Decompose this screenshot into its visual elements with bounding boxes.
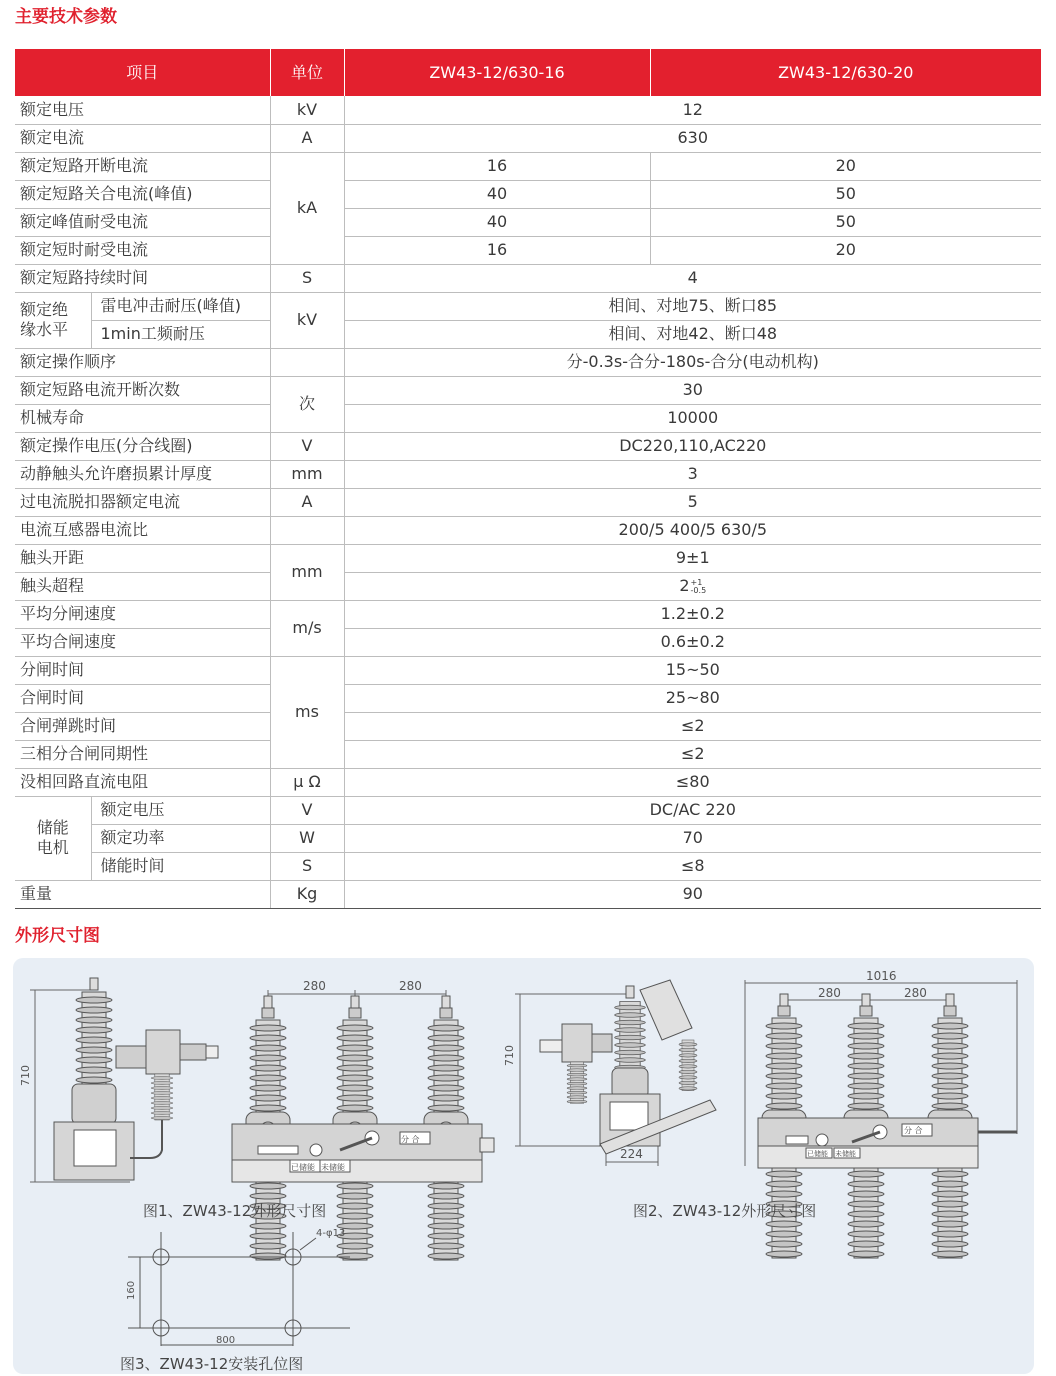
fig1-label-switch: 分 合 (401, 1135, 420, 1144)
fig2-label-switch: 分 合 (904, 1126, 923, 1135)
param-unit: V (270, 796, 344, 824)
param-unit: A (270, 124, 344, 152)
param-unit: μ Ω (270, 768, 344, 796)
group-label-line1: 额定绝 (20, 300, 69, 319)
fig3-dim-horizontal: 800 (216, 1335, 236, 1346)
param-unit: mm (270, 544, 344, 600)
param-value: 分-0.3s-合分-180s-合分(电动机构) (344, 348, 1041, 376)
param-value: ≤2 (344, 712, 1041, 740)
section-title-specs: 主要技术参数 (15, 7, 117, 27)
param-unit: V (270, 432, 344, 460)
param-name: 雷电冲击耐压(峰值) (91, 292, 270, 320)
fig1-label-charged: 已储能 (291, 1163, 315, 1172)
param-value-20: 50 (650, 180, 1041, 208)
param-unit: W (270, 824, 344, 852)
param-unit: ms (270, 656, 344, 768)
param-value: 90 (344, 880, 1041, 908)
param-value-20: 20 (650, 152, 1041, 180)
param-unit: m/s (270, 600, 344, 656)
param-name: 额定短路开断电流 (15, 152, 270, 180)
param-value: 70 (344, 824, 1041, 852)
param-unit: Kg (270, 880, 344, 908)
param-name: 额定短路电流开断次数 (15, 376, 270, 404)
param-value: DC220,110,AC220 (344, 432, 1041, 460)
param-value-16: 16 (344, 152, 650, 180)
param-name: 额定峰值耐受电流 (15, 208, 270, 236)
param-name: 触头超程 (15, 572, 270, 600)
group-label-line2: 电机 (36, 838, 69, 857)
fig2-label-charged: 已储能 (807, 1150, 828, 1158)
param-value: 0.6±0.2 (344, 628, 1041, 656)
fig2-dim-spacing-1: 280 (818, 986, 841, 1000)
param-name: 机械寿命 (15, 404, 270, 432)
fig2-dim-total: 1016 (866, 969, 897, 983)
param-name: 过电流脱扣器额定电流 (15, 488, 270, 516)
header-model-20: ZW43-12/630-20 (650, 49, 1041, 96)
param-value: 4 (344, 264, 1041, 292)
param-unit: kV (270, 96, 344, 124)
param-value: 630 (344, 124, 1041, 152)
param-unit: S (270, 852, 344, 880)
param-value: ≤2 (344, 740, 1041, 768)
param-name: 1min工频耐压 (91, 320, 270, 348)
param-value: 30 (344, 376, 1041, 404)
header-item: 项目 (15, 49, 270, 96)
param-name: 电流互感器电流比 (15, 516, 270, 544)
param-unit: mm (270, 460, 344, 488)
param-name: 额定电压 (91, 796, 270, 824)
param-value: 相间、对地42、断口48 (344, 320, 1041, 348)
param-name: 额定操作电压(分合线圈) (15, 432, 270, 460)
fig3-hole-spec: 4-φ13 (316, 1228, 346, 1239)
param-value: 5 (344, 488, 1041, 516)
group-label-line2: 缘水平 (20, 320, 69, 339)
param-value-16: 40 (344, 180, 650, 208)
param-value-20: 50 (650, 208, 1041, 236)
fig2-side-view (515, 980, 716, 1166)
fig2-caption: 图2、ZW43-12外形尺寸图 (633, 1202, 817, 1220)
param-unit: kA (270, 152, 344, 264)
fig3-dim-vertical: 160 (126, 1280, 137, 1300)
param-value: ≤80 (344, 768, 1041, 796)
param-name: 额定短时耐受电流 (15, 236, 270, 264)
param-value: 2 (679, 576, 690, 595)
fig1-caption: 图1、ZW43-12外形尺寸图 (143, 1202, 327, 1220)
param-value: 相间、对地75、断口85 (344, 292, 1041, 320)
fig1-dim-spacing-1: 280 (303, 979, 326, 993)
param-value: ≤8 (344, 852, 1041, 880)
param-name: 三相分合闸同期性 (15, 740, 270, 768)
param-name: 动静触头允许磨损累计厚度 (15, 460, 270, 488)
param-name: 没相回路直流电阻 (15, 768, 270, 796)
fig3-caption: 图3、ZW43-12安装孔位图 (120, 1355, 304, 1373)
param-value: 3 (344, 460, 1041, 488)
section-title-dimensions: 外形尺寸图 (15, 926, 100, 946)
fig1-side-view (30, 978, 218, 1182)
param-unit: S (270, 264, 344, 292)
fig2-dim-height: 710 (503, 1045, 516, 1066)
param-value: 9±1 (344, 544, 1041, 572)
fig1-dim-height: 710 (19, 1065, 32, 1086)
header-model-16: ZW43-12/630-16 (344, 49, 650, 96)
param-value-20: 20 (650, 236, 1041, 264)
param-value-16: 16 (344, 236, 650, 264)
param-value: 10000 (344, 404, 1041, 432)
header-unit: 单位 (270, 49, 344, 96)
fig1-label-uncharged: 未储能 (321, 1163, 345, 1172)
fig1-dim-spacing-2: 280 (399, 979, 422, 993)
fig2-dim-width: 224 (620, 1147, 643, 1161)
param-unit: 次 (270, 376, 344, 432)
param-value: 1.2±0.2 (344, 600, 1041, 628)
param-name: 额定电流 (15, 124, 270, 152)
param-unit: kV (270, 292, 344, 348)
param-name: 平均合闸速度 (15, 628, 270, 656)
group-label-line1: 储能 (36, 818, 69, 837)
param-name: 触头开距 (15, 544, 270, 572)
fig3-mounting-holes (128, 1232, 350, 1346)
param-value: 15~50 (344, 656, 1041, 684)
tolerance-plus: +1 (690, 577, 703, 587)
fig2-dim-spacing-2: 280 (904, 986, 927, 1000)
tolerance-minus: -0.5 (690, 585, 707, 595)
param-value: 25~80 (344, 684, 1041, 712)
param-name: 合闸弹跳时间 (15, 712, 270, 740)
param-name: 额定短路关合电流(峰值) (15, 180, 270, 208)
param-name: 储能时间 (91, 852, 270, 880)
param-value: 12 (344, 96, 1041, 124)
param-name: 额定操作顺序 (15, 348, 270, 376)
param-name: 重量 (15, 880, 270, 908)
param-name: 额定功率 (91, 824, 270, 852)
param-name: 平均分闸速度 (15, 600, 270, 628)
param-unit: A (270, 488, 344, 516)
param-value: DC/AC 220 (344, 796, 1041, 824)
param-name: 合闸时间 (15, 684, 270, 712)
fig2-label-uncharged: 未储能 (835, 1150, 856, 1158)
param-name: 额定短路持续时间 (15, 264, 270, 292)
param-name: 额定电压 (15, 96, 270, 124)
param-value: 200/5 400/5 630/5 (344, 516, 1041, 544)
param-name: 分闸时间 (15, 656, 270, 684)
param-value-16: 40 (344, 208, 650, 236)
